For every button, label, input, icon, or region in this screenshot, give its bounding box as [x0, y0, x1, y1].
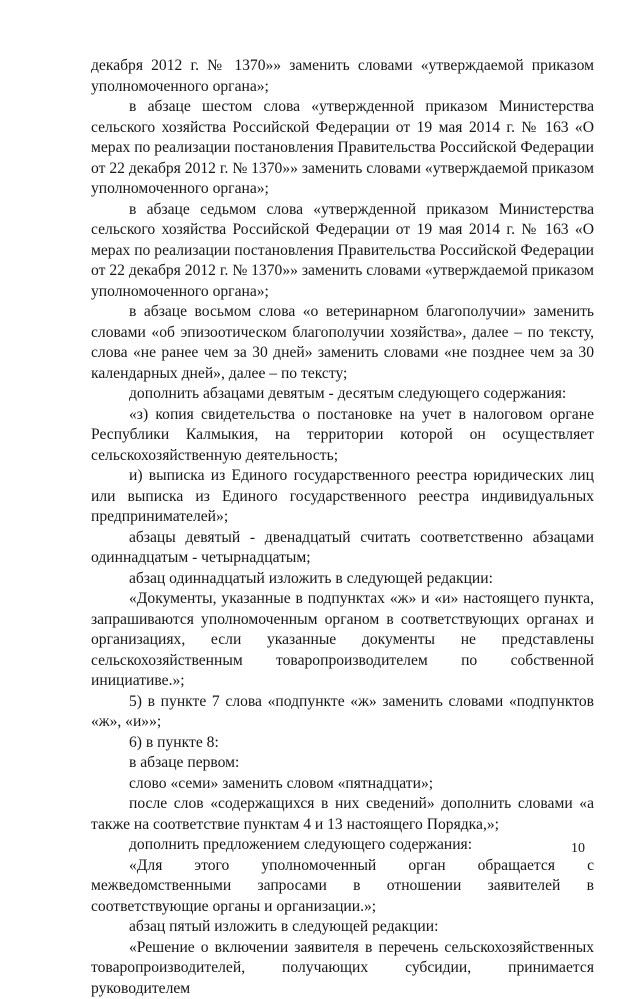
- paragraph-19: «Решение о включении заявителя в перечень сельскохозяйственных товаропроизводителей, получающих субсидии, принимается руководителем: [91, 938, 594, 999]
- paragraph-14: слово «семи» заменить словом «пятнадцати»;: [91, 774, 594, 795]
- paragraph-6: «з) копия свидетельства о постановке на учет в налоговом органе Республики Калмыкия, на территории которой он осуществляет сельскохозяйственную деятельность;: [91, 405, 594, 467]
- paragraph-1: декабря 2012 г. № 1370»» заменить словами «утверждаемой приказом уполномоченного органа»;: [91, 56, 594, 97]
- paragraph-10: «Документы, указанные в подпунктах «ж» и «и» настоящего пункта, запрашиваются уполномоченным органом в соответствующих органах и организациях, если указанные документы не представлены сельскохозяйственным товаропроизводителем по собственной инициативе.»;: [91, 589, 594, 692]
- paragraph-9: абзац одиннадцатый изложить в следующей редакции:: [91, 569, 594, 590]
- paragraph-16: дополнить предложением следующего содержания:: [91, 835, 594, 856]
- document-body: [91, 56, 594, 999]
- paragraph-7: и) выписка из Единого государственного реестра юридических лиц или выписка из Единого государственного реестра индивидуальных предпринимателей»;: [91, 466, 594, 528]
- paragraph-5: дополнить абзацами девятым - десятым следующего содержания:: [91, 384, 594, 405]
- paragraph-8: абзацы девятый - двенадцатый считать соответственно абзацами одиннадцатым - четырнадцатым;: [91, 528, 594, 569]
- paragraph-18: абзац пятый изложить в следующей редакции:: [91, 917, 594, 938]
- paragraph-15: после слов «содержащихся в них сведений» дополнить словами «а также на соответствие пунктам 4 и 13 настоящего Порядка,»;: [91, 794, 594, 835]
- paragraph-13: в абзаце первом:: [91, 753, 594, 774]
- paragraph-17: «Для этого уполномоченный орган обращается с межведомственными запросами в отношении заявителей в соответствующие органы и организации.»;: [91, 856, 594, 918]
- paragraph-3: в абзаце седьмом слова «утвержденной приказом Министерства сельского хозяйства Российской Федерации от 19 мая 2014 г. № 163 «О мерах по реализации постановления Правительства Российской Федерации от 22 декабря 2012 г. № 1370»» заменить словами «утверждаемой приказом уполномоченного органа»;: [91, 200, 594, 303]
- paragraph-12: 6) в пункте 8:: [91, 733, 594, 754]
- paragraph-4: в абзаце восьмом слова «о ветеринарном благополучии» заменить словами «об эпизоотическом благополучии хозяйства», далее – по тексту, слова «не ранее чем за 30 дней» заменить словами «не позднее чем за 30 календарных дней», далее – по тексту;: [91, 302, 594, 384]
- paragraph-11: 5) в пункте 7 слова «подпункте «ж» заменить словами «подпунктов «ж», «и»»;: [91, 692, 594, 733]
- paragraph-2: в абзаце шестом слова «утвержденной приказом Министерства сельского хозяйства Российской Федерации от 19 мая 2014 г. № 163 «О мерах по реализации постановления Правительства Российской Федерации от 22 декабря 2012 г. № 1370»» заменить словами «утверждаемой приказом уполномоченного органа»;: [91, 97, 594, 200]
- page-number: 10: [571, 841, 585, 857]
